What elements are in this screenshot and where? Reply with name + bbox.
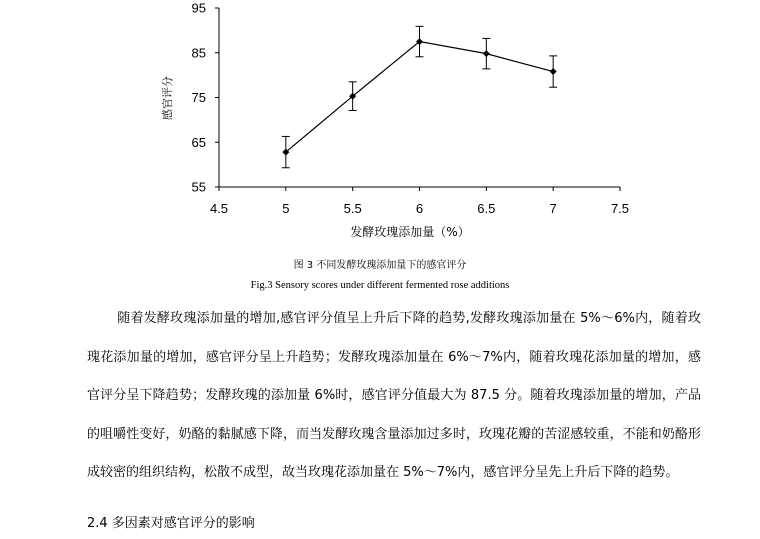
x-axis-ticks xyxy=(210,187,629,216)
x-tick-label: 7 xyxy=(549,201,557,216)
sensory-score-chart xyxy=(0,0,760,250)
x-tick-label: 6.5 xyxy=(477,201,496,216)
chart-series xyxy=(282,26,557,167)
x-tick-label: 5.5 xyxy=(343,201,362,216)
series-line xyxy=(286,42,553,153)
body-paragraph-text: 随着发酵玫瑰添加量的增加,感官评分值呈上升后下降的趋势,发酵玫瑰添加量在 5%～6%内，随着玫瑰花添加量的增加，感官评分呈上升趋势；发酵玫瑰添加量在 6%～7%内，随着玫瑰花添加量的增加，感官评分呈下降趋势；发酵玫瑰的添加量 6%时，感官评分值最大为 87.5 分。随着玫瑰添加量的增加，产品的咀嚼性变好，奶酪的黏腻感下降，而当发酵玫瑰含量添加过多时，玫瑰花瓣的苦涩感较重，不能和奶酪形成较密的组织结构，松散不成型，故当玫瑰花添加量在 5%～7%内，感官评分呈先上升后下降的趋势。 xyxy=(87,311,701,480)
y-tick-label: 55 xyxy=(191,179,206,195)
x-tick-label: 6 xyxy=(415,201,424,216)
y-tick-label: 85 xyxy=(191,45,206,61)
y-tick-label: 95 xyxy=(191,0,206,16)
data-point-marker xyxy=(483,50,490,57)
section-heading: 2.4 多因素对感官评分的影响 xyxy=(87,516,255,531)
x-axis-label: 发酵玫瑰添加量（%） xyxy=(350,225,470,239)
y-axis-ticks xyxy=(192,1,219,195)
x-tick-label: 5 xyxy=(282,201,290,216)
x-tick-label: 7.5 xyxy=(610,201,630,216)
figure-caption-chinese: 图 3 不同发酵玫瑰添加量下的感官评分 xyxy=(293,260,467,271)
data-point-marker xyxy=(550,68,557,75)
y-axis-label: 感官评分 xyxy=(161,76,174,120)
figure-caption-english: Fig.3 Sensory scores under different fermented rose additions xyxy=(250,280,510,291)
y-tick-label: 65 xyxy=(191,134,206,150)
x-tick-label: 4.5 xyxy=(209,201,229,216)
y-tick-label: 75 xyxy=(191,90,206,105)
body-paragraph xyxy=(87,300,701,493)
